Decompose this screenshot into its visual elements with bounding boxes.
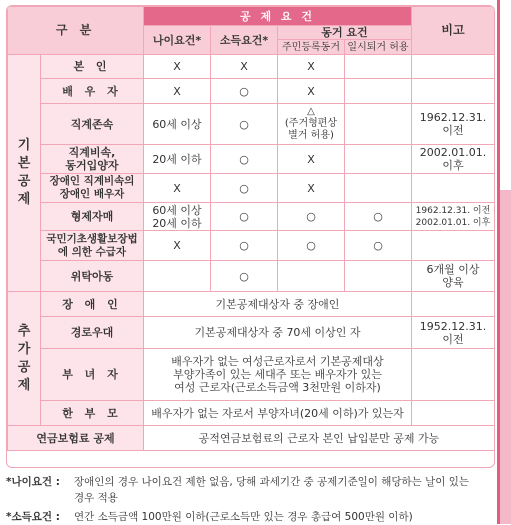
- footnote-text: 장애인의 경우 나이요건 제한 없음, 당해 과세기간 중 공제기준일이 해당하는 날이 있는 경우 적용: [74, 476, 470, 504]
- age-cell: X: [144, 79, 211, 104]
- income-cell: ○: [211, 79, 278, 104]
- row-label: 본 인: [41, 55, 144, 79]
- header-income-requirement: 소득요건*: [211, 26, 278, 55]
- residence-cell: X: [278, 55, 345, 79]
- remark-cell: 2002.01.01. 이후: [412, 145, 495, 174]
- remark-cell: [412, 79, 495, 104]
- age-cell: 60세 이상 20세 이하: [144, 203, 211, 231]
- row-label: 장 애 인: [41, 292, 144, 317]
- footnote-label: *나이요건 :: [6, 476, 60, 488]
- row-label: 국민기초생활보장법 에 의한 수급자: [41, 231, 144, 261]
- remark-cell: 6개월 이상 양육: [412, 261, 495, 292]
- page-edge-tab: [500, 190, 511, 524]
- pension-description-cell: 공적연금보험료의 근로자 본인 납입분만 공제 가능: [144, 426, 495, 451]
- temp-exit-cell: [345, 79, 412, 104]
- income-cell: ○: [211, 203, 278, 231]
- residence-cell: [278, 261, 345, 292]
- header-remarks: 비고: [412, 7, 495, 55]
- footnote-text: 연간 소득금액 100만원 이하(근로소득만 있는 경우 총급여 500만원 이하): [74, 511, 413, 523]
- description-cell: 기본공제대상자 중 장애인: [144, 292, 412, 317]
- remark-cell: [412, 55, 495, 79]
- deduction-table-frame: [6, 5, 495, 468]
- temp-exit-cell: [345, 55, 412, 79]
- residence-cell: X: [278, 79, 345, 104]
- age-cell: X: [144, 231, 211, 261]
- temp-exit-cell: [345, 104, 412, 145]
- row-label-pension: 연금보험료 공제: [8, 426, 144, 451]
- row-label: 한 부 모: [41, 401, 144, 426]
- age-cell: 20세 이하: [144, 145, 211, 174]
- remark-cell: [412, 174, 495, 203]
- age-cell: 60세 이상: [144, 104, 211, 145]
- footnote-age: [6, 474, 496, 506]
- header-age-requirement: 나이요건*: [144, 26, 211, 55]
- row-label: 경로우대: [41, 317, 144, 349]
- row-label: 직계비속, 동거입양자: [41, 145, 144, 174]
- footnotes: [6, 474, 496, 525]
- age-cell: X: [144, 55, 211, 79]
- header-temporary-exit: 일시퇴거 허용: [345, 40, 412, 55]
- footnote-income: [6, 509, 496, 525]
- temp-exit-cell: ○: [345, 203, 412, 231]
- income-cell: ○: [211, 231, 278, 261]
- temp-exit-cell: [345, 174, 412, 203]
- income-cell: ○: [211, 145, 278, 174]
- description-cell: 기본공제대상자 중 70세 이상인 자: [144, 317, 412, 349]
- description-cell: 배우자가 없는 자로서 부양자녀(20세 이하)가 있는자: [144, 401, 412, 426]
- income-cell: X: [211, 55, 278, 79]
- row-label: 형제자매: [41, 203, 144, 231]
- row-label: 직계존속: [41, 104, 144, 145]
- group-basic-deduction: 기 본 공 제: [8, 55, 41, 292]
- residence-cell: △ (주거형편상 별거 허용): [278, 104, 345, 145]
- row-label: 장애인 직계비속의 장애인 배우자: [41, 174, 144, 203]
- header-resident-registration: 주민등록동거: [278, 40, 345, 55]
- temp-exit-cell: [345, 145, 412, 174]
- remark-cell: [412, 231, 495, 261]
- income-cell: ○: [211, 104, 278, 145]
- row-label: 배 우 자: [41, 79, 144, 104]
- deduction-table: [7, 6, 495, 451]
- row-label: 위탁아동: [41, 261, 144, 292]
- remark-cell: 1952.12.31. 이전: [412, 317, 495, 349]
- footnote-label: *소득요건 :: [6, 511, 60, 523]
- income-cell: ○: [211, 261, 278, 292]
- residence-cell: ○: [278, 231, 345, 261]
- description-cell: 배우자가 없는 여성근로자로서 기본공제대상 부양가족이 있는 세대주 또는 배우자가 있는 여성 근로자(근로소득금액 3천만원 이하자): [144, 349, 412, 401]
- temp-exit-cell: [345, 261, 412, 292]
- header-deduction-requirements: 공 제 요 건: [144, 7, 412, 26]
- temp-exit-cell: ○: [345, 231, 412, 261]
- residence-cell: ○: [278, 203, 345, 231]
- remark-cell: [412, 349, 495, 401]
- income-cell: ○: [211, 174, 278, 203]
- header-residence-requirement: 동거 요건: [278, 26, 412, 40]
- remark-cell: 1962.12.31. 이전 2002.01.01. 이후: [412, 203, 495, 231]
- row-label: 부 녀 자: [41, 349, 144, 401]
- remark-cell: [412, 292, 495, 317]
- remark-cell: [412, 401, 495, 426]
- group-additional-deduction: 추 가 공 제: [8, 292, 41, 426]
- age-cell: [144, 261, 211, 292]
- residence-cell: X: [278, 174, 345, 203]
- residence-cell: X: [278, 145, 345, 174]
- remark-cell: 1962.12.31. 이전: [412, 104, 495, 145]
- header-category: 구 분: [8, 7, 144, 55]
- age-cell: X: [144, 174, 211, 203]
